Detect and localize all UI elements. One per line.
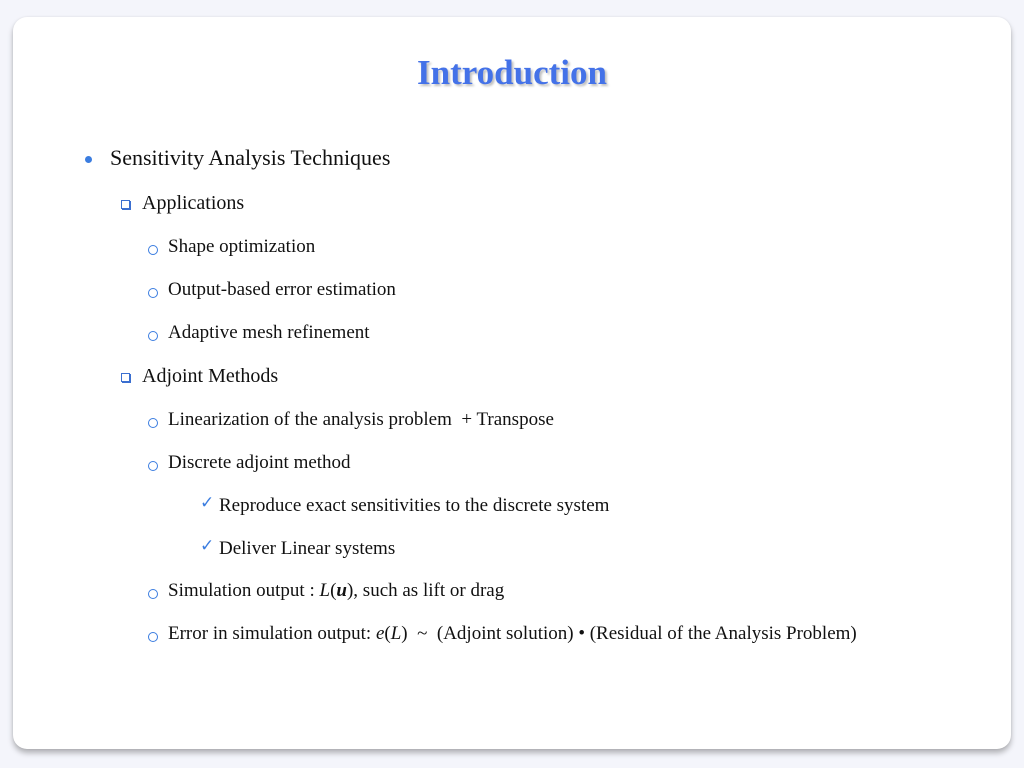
bullet-error-output — [168, 623, 857, 645]
sim-output-prefix: Simulation output : — [168, 580, 320, 601]
bullet-adaptive-mesh — [168, 322, 370, 344]
bullet-applications — [142, 192, 244, 215]
circle-bullet-icon — [148, 589, 158, 599]
bullet-text: Sensitivity Analysis Techniques — [110, 145, 391, 170]
checkmark-icon: ✓ — [200, 493, 215, 513]
bullet-adjoint-methods — [142, 365, 278, 388]
bullet-text: Discrete adjoint method — [168, 452, 351, 473]
square-bullet-icon — [121, 200, 130, 209]
bullet-linearization — [168, 409, 554, 431]
bullet-discrete-adjoint — [168, 452, 351, 474]
sim-output-suffix: , such as lift or drag — [353, 580, 505, 601]
circle-bullet-icon — [148, 461, 158, 471]
bullet-text: Adaptive mesh refinement — [168, 322, 370, 343]
error-output-close: ) — [401, 623, 408, 644]
error-output-L: L — [390, 623, 402, 644]
bullet-text: Shape optimization — [168, 236, 316, 257]
circle-bullet-icon — [148, 288, 158, 298]
error-output-open: ( — [384, 623, 391, 644]
sim-output-u: u — [336, 580, 347, 601]
error-output-e: e — [375, 623, 385, 644]
sim-output-L: L — [319, 580, 331, 601]
bullet-shape-optimization — [168, 236, 315, 258]
slide-title: Introduction — [417, 53, 607, 92]
bullet-text: Output-based error estimation — [168, 279, 396, 300]
bullet-reproduce — [200, 493, 610, 517]
circle-bullet-icon — [148, 632, 158, 642]
sim-output-close: ) — [346, 580, 354, 601]
bullet-text: Applications — [142, 192, 245, 214]
bullet-text: Adjoint Methods — [142, 365, 279, 387]
bullet-simulation-output — [168, 580, 504, 602]
bullet-dot-icon — [85, 156, 92, 163]
error-output-suffix: ~ (Adjoint solution) • (Residual of the Analysis Problem) — [407, 623, 857, 644]
circle-bullet-icon — [148, 245, 158, 255]
slide — [13, 17, 1011, 749]
square-bullet-icon — [121, 373, 130, 382]
bullet-text: Deliver Linear systems — [219, 538, 396, 559]
bullet-deliver — [200, 536, 396, 560]
bullet-output-error — [168, 279, 396, 301]
checkmark-icon: ✓ — [200, 536, 215, 556]
error-output-prefix: Error in simulation output: — [168, 623, 376, 644]
circle-bullet-icon — [148, 331, 158, 341]
bullet-text: Reproduce exact sensitivities to the discrete system — [219, 495, 610, 516]
bullet-sensitivity — [110, 145, 390, 171]
sim-output-open: ( — [330, 580, 337, 601]
bullet-text: Linearization of the analysis problem + Transpose — [168, 409, 554, 430]
circle-bullet-icon — [148, 418, 158, 428]
